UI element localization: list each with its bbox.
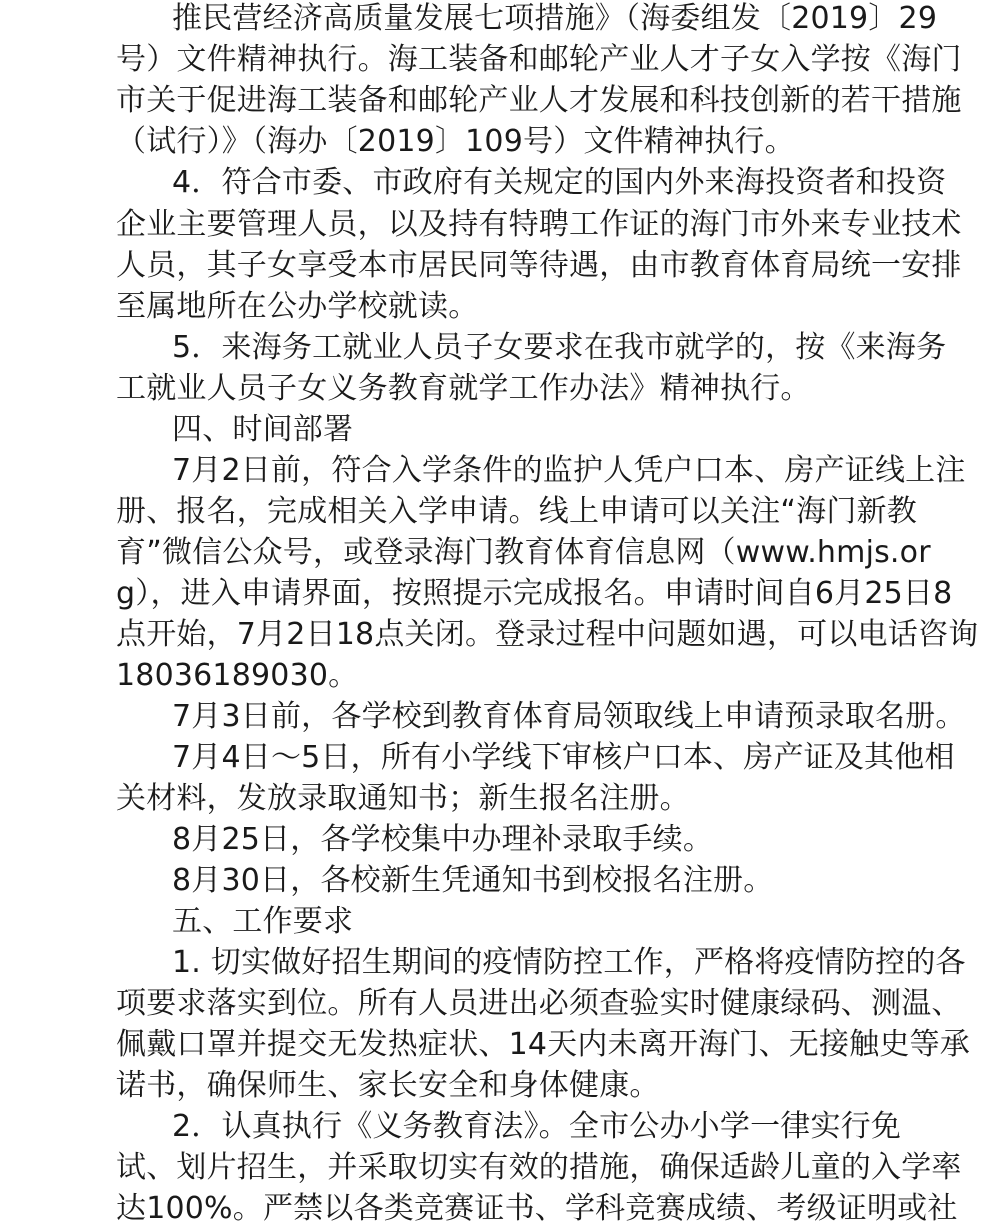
- text-line: 企业主要管理人员，以及持有特聘工作证的海门市外来专业技术: [116, 207, 962, 242]
- text-line: 7月4日～5日，所有小学线下审核户口本、房产证及其他相: [172, 740, 955, 775]
- text-line: 育”微信公众号，或登录海门教育体育信息网（www.hmjs.or: [116, 535, 931, 570]
- text-line: 8月25日，各学校集中办理补录取手续。: [172, 822, 714, 857]
- text-line: 人员，其子女享受本市居民同等待遇，由市教育体育局统一安排: [116, 248, 962, 283]
- text-line: 7月2日前，符合入学条件的监护人凭户口本、房产证线上注: [172, 453, 966, 488]
- text-line: 达100%。严禁以各类竞赛证书、学科竞赛成绩、考级证明或社: [116, 1191, 958, 1226]
- text-line: g），进入申请界面，按照提示完成报名。申请时间自6月25日8: [116, 576, 953, 611]
- section-heading: 四、时间部署: [172, 412, 354, 447]
- text-line: 项要求落实到位。所有人员进出必须查验实时健康绿码、测温、: [116, 986, 962, 1021]
- text-line: 2．认真执行《义务教育法》。全市公办小学一律实行免: [172, 1109, 902, 1144]
- text-line: 佩戴口罩并提交无发热症状、14天内未离开海门、无接触史等承: [116, 1027, 970, 1062]
- text-line: （试行）》（海办〔2019〕109号）文件精神执行。: [116, 124, 795, 159]
- text-line: 4．符合市委、市政府有关规定的国内外来海投资者和投资: [172, 165, 947, 200]
- text-line: 号）文件精神执行。海工装备和邮轮产业人才子女入学按《海门: [116, 42, 962, 77]
- text-line: 关材料，发放录取通知书；新生报名注册。: [116, 781, 690, 816]
- text-line: 册、报名，完成相关入学申请。线上申请可以关注“海门新教: [116, 494, 917, 529]
- text-line: 点开始，7月2日18点关闭。登录过程中问题如遇，可以电话咨询: [116, 617, 979, 652]
- text-line: 1. 切实做好招生期间的疫情防控工作，严格将疫情防控的各: [172, 945, 966, 980]
- text-line: 8月30日，各校新生凭通知书到校报名注册。: [172, 863, 774, 898]
- text-line: 工就业人员子女义务教育就学工作办法》精神执行。: [116, 371, 811, 406]
- text-line: 推民营经济高质量发展七项措施》（海委组发〔2019〕29: [172, 1, 938, 36]
- text-line: 至属地所在公办学校就读。: [116, 289, 479, 324]
- text-line: 7月3日前，各学校到教育体育局领取线上申请预录取名册。: [172, 699, 966, 734]
- text-line: 18036189030。: [116, 658, 359, 693]
- text-line: 市关于促进海工装备和邮轮产业人才发展和科技创新的若干措施: [116, 83, 962, 118]
- text-line: 试、划片招生，并采取切实有效的措施，确保适龄儿童的入学率: [116, 1150, 962, 1185]
- section-heading: 五、工作要求: [172, 904, 354, 939]
- text-line: 5．来海务工就业人员子女要求在我市就学的，按《来海务: [172, 330, 947, 365]
- text-line: 诺书，确保师生、家长安全和身体健康。: [116, 1068, 660, 1103]
